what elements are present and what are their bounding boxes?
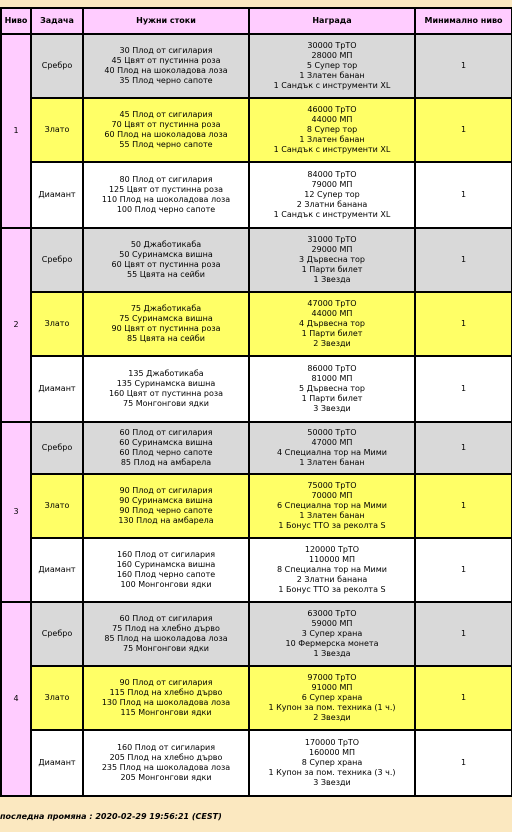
reward-line: 44000 МП bbox=[311, 309, 353, 318]
reward-line: 1 Парти билет bbox=[301, 394, 363, 403]
goods-line: 110 Плод на шоколадова лоза bbox=[101, 195, 231, 204]
reward-cell bbox=[249, 666, 415, 730]
goods-line: 85 Плод на амбарела bbox=[120, 458, 212, 467]
reward-line: 28000 МП bbox=[311, 51, 353, 60]
reward-line: 1 Бонус ТТО за реколта S bbox=[278, 585, 386, 594]
reward-line: 1 Сандък с инструменти XL bbox=[273, 81, 391, 90]
table-row bbox=[1, 602, 512, 666]
reward-line: 1 Звезда bbox=[313, 275, 351, 284]
goods-line: 90 Плод от сигилария bbox=[119, 486, 213, 495]
reward-line: 86000 ТрТО bbox=[307, 364, 357, 373]
goods-line: 55 Цвята на сейби bbox=[127, 270, 205, 279]
reward-line: 6 Специална тор на Мими bbox=[277, 501, 387, 510]
task-cell: Сребро bbox=[31, 422, 83, 474]
reward-line: 8 Специална тор на Мими bbox=[277, 565, 387, 574]
goods-cell bbox=[83, 34, 249, 98]
level-cell: 2 bbox=[1, 228, 31, 422]
goods-line: 235 Плод на шоколадова лоза bbox=[101, 763, 231, 772]
goods-line: 60 Плод черно сапоте bbox=[119, 448, 213, 457]
task-cell: Злато bbox=[31, 666, 83, 730]
reward-line: 2 Звезди bbox=[313, 339, 351, 348]
header-level: Ниво bbox=[1, 8, 31, 34]
task-cell: Сребро bbox=[31, 228, 83, 292]
goods-line: 60 Плод на шоколадова лоза bbox=[104, 130, 228, 139]
goods-line: 75 Монгонгови ядки bbox=[122, 399, 209, 408]
task-cell: Злато bbox=[31, 474, 83, 538]
goods-line: 70 Цвят от пустинна роза bbox=[111, 120, 221, 129]
goods-line: 100 Плод черно сапоте bbox=[116, 205, 216, 214]
reward-line: 70000 МП bbox=[311, 491, 353, 500]
table-header-row bbox=[1, 8, 512, 34]
quest-table bbox=[0, 7, 512, 797]
goods-line: 60 Суринамска вишна bbox=[119, 438, 213, 447]
reward-line: 12 Супер тор bbox=[304, 190, 360, 199]
reward-line: 1 Сандък с инструменти XL bbox=[273, 145, 391, 154]
reward-line: 97000 ТрТО bbox=[307, 673, 357, 682]
goods-line: 160 Плод от сигилария bbox=[116, 550, 216, 559]
goods-line: 160 Суринамска вишна bbox=[116, 560, 216, 569]
goods-line: 90 Цвят от пустинна роза bbox=[111, 324, 221, 333]
goods-line: 45 Плод от сигилария bbox=[119, 110, 213, 119]
reward-cell bbox=[249, 474, 415, 538]
reward-line: 8 Супер тор bbox=[306, 125, 358, 134]
task-cell: Злато bbox=[31, 98, 83, 162]
task-cell: Диамант bbox=[31, 538, 83, 602]
goods-cell bbox=[83, 538, 249, 602]
reward-line: 170000 ТрТО bbox=[304, 738, 360, 747]
min-level-cell: 1 bbox=[415, 228, 512, 292]
reward-line: 46000 ТрТО bbox=[307, 105, 357, 114]
header-min-level: Минимално ниво bbox=[415, 8, 512, 34]
table-row bbox=[1, 356, 512, 422]
reward-cell bbox=[249, 538, 415, 602]
goods-line: 30 Плод от сигилария bbox=[119, 46, 213, 55]
task-cell: Сребро bbox=[31, 602, 83, 666]
reward-cell bbox=[249, 162, 415, 228]
min-level-cell: 1 bbox=[415, 34, 512, 98]
reward-line: 44000 МП bbox=[311, 115, 353, 124]
goods-line: 115 Монгонгови ядки bbox=[120, 708, 212, 717]
reward-cell bbox=[249, 422, 415, 474]
reward-cell bbox=[249, 292, 415, 356]
reward-line: 1 Парти билет bbox=[301, 265, 363, 274]
table-row bbox=[1, 538, 512, 602]
reward-line: 84000 ТрТО bbox=[307, 170, 357, 179]
reward-line: 3 Звезди bbox=[313, 404, 351, 413]
goods-line: 130 Плод на шоколадова лоза bbox=[101, 698, 231, 707]
task-cell: Диамант bbox=[31, 162, 83, 228]
goods-cell bbox=[83, 474, 249, 538]
reward-line: 3 Дървесна тор bbox=[299, 255, 365, 264]
header-goods: Нужни стоки bbox=[83, 8, 249, 34]
reward-cell bbox=[249, 730, 415, 796]
reward-cell bbox=[249, 602, 415, 666]
goods-line: 205 Монгонгови ядки bbox=[120, 773, 212, 782]
reward-cell bbox=[249, 98, 415, 162]
reward-line: 1 Сандък с инструменти XL bbox=[273, 210, 391, 219]
table-row bbox=[1, 34, 512, 98]
min-level-cell: 1 bbox=[415, 538, 512, 602]
reward-line: 160000 МП bbox=[309, 748, 355, 757]
goods-cell bbox=[83, 228, 249, 292]
reward-line: 1 Златен банан bbox=[299, 135, 365, 144]
last-modified-text: последна промяна : 2020-02-29 19:56:21 (CEST) bbox=[0, 812, 222, 821]
reward-cell bbox=[249, 34, 415, 98]
reward-line: 79000 МП bbox=[311, 180, 353, 189]
goods-line: 75 Монгонгови ядки bbox=[122, 644, 209, 653]
goods-cell bbox=[83, 422, 249, 474]
goods-line: 160 Цвят от пустинна роза bbox=[108, 389, 224, 398]
reward-line: 1 Парти билет bbox=[301, 329, 363, 338]
reward-line: 1 Златен банан bbox=[299, 458, 365, 467]
goods-line: 135 Джаботикаба bbox=[128, 369, 204, 378]
goods-line: 55 Плод черно сапоте bbox=[119, 140, 213, 149]
reward-line: 31000 ТрТО bbox=[307, 235, 357, 244]
goods-line: 50 Суринамска вишна bbox=[119, 250, 213, 259]
reward-line: 8 Супер храна bbox=[301, 758, 363, 767]
table-row bbox=[1, 666, 512, 730]
header-reward: Награда bbox=[249, 8, 415, 34]
goods-line: 90 Плод черно сапоте bbox=[119, 506, 213, 515]
reward-line: 47000 МП bbox=[311, 438, 353, 447]
task-cell: Злато bbox=[31, 292, 83, 356]
goods-line: 115 Плод на хлебно дърво bbox=[109, 688, 223, 697]
reward-line: 10 Фермерска монета bbox=[285, 639, 379, 648]
reward-line: 3 Супер храна bbox=[301, 629, 363, 638]
reward-line: 5 Супер тор bbox=[306, 61, 358, 70]
reward-line: 91000 МП bbox=[311, 683, 353, 692]
level-cell: 3 bbox=[1, 422, 31, 602]
reward-line: 50000 ТрТО bbox=[307, 428, 357, 437]
goods-line: 125 Цвят от пустинна роза bbox=[108, 185, 224, 194]
task-cell: Сребро bbox=[31, 34, 83, 98]
reward-line: 81000 МП bbox=[311, 374, 353, 383]
goods-cell bbox=[83, 292, 249, 356]
min-level-cell: 1 bbox=[415, 98, 512, 162]
reward-line: 1 Купон за пом. техника (3 ч.) bbox=[268, 768, 396, 777]
table-row bbox=[1, 292, 512, 356]
min-level-cell: 1 bbox=[415, 474, 512, 538]
goods-line: 100 Монгонгови ядки bbox=[120, 580, 212, 589]
min-level-cell: 1 bbox=[415, 602, 512, 666]
goods-cell bbox=[83, 98, 249, 162]
table-row bbox=[1, 98, 512, 162]
goods-line: 75 Суринамска вишна bbox=[119, 314, 213, 323]
goods-line: 160 Плод черно сапоте bbox=[116, 570, 216, 579]
goods-line: 60 Плод от сигилария bbox=[119, 614, 213, 623]
goods-line: 50 Джаботикаба bbox=[130, 240, 202, 249]
goods-cell bbox=[83, 602, 249, 666]
reward-line: 63000 ТрТО bbox=[307, 609, 357, 618]
goods-cell bbox=[83, 356, 249, 422]
min-level-cell: 1 bbox=[415, 666, 512, 730]
table-row bbox=[1, 730, 512, 796]
reward-line: 1 Звезда bbox=[313, 649, 351, 658]
min-level-cell: 1 bbox=[415, 162, 512, 228]
reward-line: 3 Звезди bbox=[313, 778, 351, 787]
reward-line: 59000 МП bbox=[311, 619, 353, 628]
min-level-cell: 1 bbox=[415, 730, 512, 796]
min-level-cell: 1 bbox=[415, 356, 512, 422]
reward-line: 120000 ТрТО bbox=[304, 545, 360, 554]
reward-line: 2 Златни банана bbox=[296, 200, 368, 209]
reward-line: 1 Златен банан bbox=[299, 71, 365, 80]
goods-line: 75 Джаботикаба bbox=[130, 304, 202, 313]
reward-line: 110000 МП bbox=[309, 555, 355, 564]
level-cell: 4 bbox=[1, 602, 31, 796]
reward-line: 4 Специална тор на Мими bbox=[277, 448, 387, 457]
table-row bbox=[1, 422, 512, 474]
level-cell: 1 bbox=[1, 34, 31, 228]
goods-line: 60 Плод от сигилария bbox=[119, 428, 213, 437]
reward-cell bbox=[249, 228, 415, 292]
reward-line: 47000 ТрТО bbox=[307, 299, 357, 308]
table-body bbox=[1, 34, 512, 796]
reward-line: 2 Златни банана bbox=[296, 575, 368, 584]
reward-line: 5 Дървесна тор bbox=[299, 384, 365, 393]
reward-line: 1 Купон за пом. техника (1 ч.) bbox=[268, 703, 396, 712]
goods-line: 160 Плод от сигилария bbox=[116, 743, 216, 752]
header-task: Задача bbox=[31, 8, 83, 34]
table-row bbox=[1, 228, 512, 292]
task-cell: Диамант bbox=[31, 730, 83, 796]
goods-cell bbox=[83, 666, 249, 730]
goods-line: 205 Плод на хлебно дърво bbox=[109, 753, 223, 762]
reward-line: 1 Златен банан bbox=[299, 511, 365, 520]
table-row bbox=[1, 162, 512, 228]
goods-line: 45 Цвят от пустинна роза bbox=[111, 56, 221, 65]
reward-line: 6 Супер храна bbox=[301, 693, 363, 702]
goods-line: 90 Суринамска вишна bbox=[119, 496, 213, 505]
min-level-cell: 1 bbox=[415, 292, 512, 356]
goods-line: 90 Плод от сигилария bbox=[119, 678, 213, 687]
reward-line: 75000 ТрТО bbox=[307, 481, 357, 490]
goods-cell bbox=[83, 730, 249, 796]
min-level-cell: 1 bbox=[415, 422, 512, 474]
goods-line: 85 Цвята на сейби bbox=[127, 334, 205, 343]
reward-line: 30000 ТрТО bbox=[307, 41, 357, 50]
goods-line: 135 Суринамска вишна bbox=[116, 379, 216, 388]
table-row bbox=[1, 474, 512, 538]
reward-line: 2 Звезди bbox=[313, 713, 351, 722]
goods-line: 60 Цвят от пустинна роза bbox=[111, 260, 221, 269]
reward-cell bbox=[249, 356, 415, 422]
goods-line: 85 Плод на шоколадова лоза bbox=[104, 634, 228, 643]
goods-line: 35 Плод черно сапоте bbox=[119, 76, 213, 85]
goods-line: 75 Плод на хлебно дърво bbox=[112, 624, 220, 633]
task-cell: Диамант bbox=[31, 356, 83, 422]
goods-line: 130 Плод на амбарела bbox=[118, 516, 214, 525]
goods-cell bbox=[83, 162, 249, 228]
goods-line: 40 Плод на шоколадова лоза bbox=[104, 66, 228, 75]
reward-line: 4 Дървесна тор bbox=[299, 319, 365, 328]
reward-line: 1 Бонус ТТО за реколта S bbox=[278, 521, 386, 530]
reward-line: 29000 МП bbox=[311, 245, 353, 254]
goods-line: 80 Плод от сигилария bbox=[119, 175, 213, 184]
